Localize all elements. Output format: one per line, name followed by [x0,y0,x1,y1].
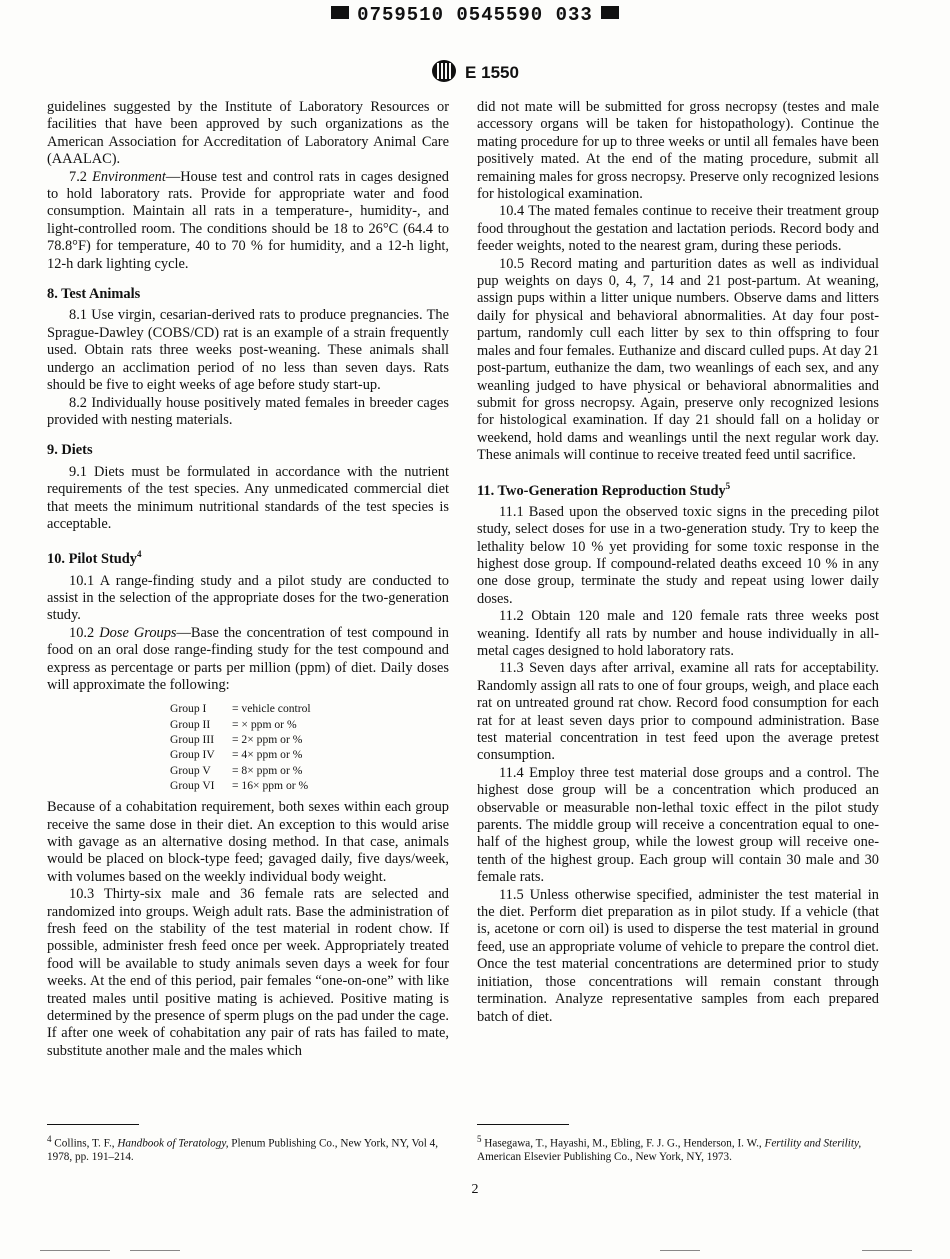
dose-group-value: = 2× ppm or % [232,732,303,746]
section-heading [47,442,449,459]
paragraph-text: Because of a cohabitation requirement, both sexes within each group receive the same dose in their diet. An exception to this would arise with gavage as an alternative dosing method. In that case, animals would be placed on block-type feed; gavaged daily, five days/week, with volumes based on the weekly individual body weight. [47,799,449,885]
dose-group-value: = 16× ppm or % [232,778,309,792]
footnote-rule-left [47,1124,139,1125]
dose-group-value: = 8× ppm or % [232,763,303,777]
paragraph [477,99,879,203]
paragraph [477,203,879,255]
paragraph-text: —House test and control rats in cages designed to hold laboratory rats. Provide for appropriate water and food consumption. Maintain all rats in a temperature-, humidity-, and light-controlled room. The conditions should be 18 to 26°C (64.4 to 78.8°F) for temperature, 40 to 70 % for humidity, and a 12-h light, 12-h dark lighting cycle. [47,168,449,272]
paragraph [47,464,449,534]
paragraph-text: 11.3 Seven days after arrival, examine all rats for acceptability. Randomly assign all rats to one of four groups, weigh, and place each rat on untreated ground rat chow. Record food consumption for each rat for at least seven days prior to compound administration. Base test material concentration in test feed upon the average pretest consumption. [477,660,879,764]
barcode-block-right [601,6,619,19]
paragraph [47,799,449,886]
dose-group-value: = vehicle control [232,702,311,716]
paragraph-text: —Base the concentration of test compound in food on an oral dose range-finding study for the test compound and express as percentage or parts per million (ppm) of diet. Daily doses will approximate the following: [47,624,449,693]
left-column [47,99,449,1060]
paragraph [47,307,449,394]
paragraph-text: did not mate will be submitted for gross necropsy (testes and male accessory organs will be taken for histopathology). Continue the mating procedure for up to three weeks or until all females have been positively mated. At the end of the mating procedure, submit all remaining males for gross necropsy. Preserve only recognized lesions for histological examination. [477,99,879,203]
paragraph [47,886,449,1060]
dose-group-value: = × ppm or % [232,717,297,731]
paragraph [47,573,449,625]
dose-group-row [170,701,449,716]
section-heading [477,478,879,500]
page-header [0,59,950,88]
dose-group-name: Group IV [170,748,215,762]
dose-group-name: Group II [170,717,211,731]
section-heading-text: 10. Pilot Study [47,551,137,568]
standard-designation: E 1550 [465,63,519,82]
paragraph-text: 11.2 Obtain 120 male and 120 female rats three weeks post weaning. Identify all rats by number and house individually in all-metal cages designed to hold laboratory rats. [477,608,879,659]
paragraph-number: 7.2 [69,168,87,185]
right-column [477,99,879,1026]
barcode-text: 0759510 0545590 033 [357,4,593,26]
footnote-text: Hasegawa, T., Hayashi, M., Ebling, F. J. G., Henderson, I. W., [484,1137,765,1150]
section-heading-text: 9. Diets [47,442,93,459]
dose-group-row [170,732,449,747]
section-heading [47,286,449,303]
section-heading-text: 11. Two-Generation Reproduction Study [477,482,726,499]
footnote-mark: 4 [47,1134,52,1144]
dose-group-list [170,701,449,793]
dose-group-row [170,747,449,762]
dose-group-name: Group I [170,702,207,716]
paragraph [47,625,449,695]
paragraph-text: 8.2 Individually house positively mated females in breeder cages provided with nesting materials. [47,394,449,428]
paragraph [47,395,449,430]
footnote-text: American Elsevier Publishing Co., New York, NY, 1973. [477,1150,732,1163]
dose-group-value: = 4× ppm or % [232,748,303,762]
footnote-text: Plenum Publishing Co., New York, NY, Vol 4, 1978, pp. 191–214. [47,1137,438,1163]
paragraph-text: 10.3 Thirty-six male and 36 female rats are selected and randomized into groups. Weigh adult rats. Base the administration of fresh feed on the stability of the test material in rodent chow. If possible, administer fresh feed once per week. Appropriately treated food will be available to study animals seven days a week for four weeks. At the end of this period, pair females “one-on-one” with like treated males until positive mating is achieved. Positive mating is determined by the presence of sperm plugs on the pad under the cage. If after one week of cohabitation any pair of rats has failed to mate, substitute another male and the males which [47,886,449,1059]
scan-artifact [660,1250,700,1251]
footnote-rule-right [477,1124,569,1125]
footnote-ref: 4 [136,549,142,560]
section-heading-text: 8. Test Animals [47,286,141,303]
paragraph [477,256,879,465]
paragraph [477,887,879,1026]
paragraph-text: 10.5 Record mating and parturition dates as well as individual pup weights on days 0, 4, 7, 14 and 21 post-partum. At weaning, assign pups within a litter unique numbers. Observe dams and litters daily for physical and behavioral abnormalities. At day four post-partum, randomly cull each litter by sex to thin offspring to four males and four females. Euthanize and discard culled pups. At day 21 post-partum, euthanize the dam, two weanlings of each sex, and any weanling judged to have physical or behavioral abnormalities and submit for gross necropsy. Again, preserve only recognized lesions for histological examination. If day 21 should fall on a holiday or weekend, hold dams and weanlings until the next regular work day. These animals will continue to receive treated feed until sacrifice. [477,255,879,464]
paragraph-text: 11.5 Unless otherwise specified, administer the test material in the diet. Perform diet preparation as in pilot study. If a vehicle (that is, acetone or corn oil) is used to disperse the test material in ground feed, use an appropriate volume of vehicle to prepare the control diet. Once the test material concentrations are determined prior to study initiation, those concentrations will remain constant through termination. Analyze representative samples from each prepared batch of diet. [477,886,879,1025]
footnote-title: Fertility and Sterility, [764,1137,862,1150]
paragraph-text: guidelines suggested by the Institute of Laboratory Resources or facilities that have been approved by such organizations as the American Association for Accreditation of Laboratory Animal Care (AAALAC). [47,99,449,168]
paragraph-text: 9.1 Diets must be formulated in accordance with the nutrient requirements of the test species. Any unmedicated commercial diet that meets the minimum nutritional standards of the test species is acceptable. [47,463,449,532]
dose-group-row [170,763,449,778]
barcode-block-left [331,6,349,19]
paragraph [477,504,879,608]
paragraph [47,169,449,273]
scan-artifact [862,1250,912,1251]
section-heading [47,546,449,568]
paragraph [477,765,879,887]
paragraph-text: 10.1 A range-finding study and a pilot study are conducted to assist in the selection of the appropriate doses for the two-generation study. [47,572,449,624]
paragraph-number: 10.2 [69,624,95,641]
dose-group-row [170,778,449,793]
dose-group-name: Group V [170,763,211,777]
paragraph-text: 10.4 The mated females continue to receive their treatment group food throughout the gestation and lactation periods. Record body and feeder weights, noted to the nearest gram, during these periods. [477,203,879,255]
footnote-ref: 5 [725,480,731,491]
scan-artifact [40,1250,110,1251]
footnote-text: Collins, T. F., [54,1137,118,1150]
paragraph-text: 11.1 Based upon the observed toxic signs in the preceding pilot study, select doses for use in a two-generation study. Try to keep the lethality below 10 % yet providing for some toxic response in the highest dose group. If compound-related deaths exceed 10 % in any one dose group, terminate the study and repeat using lower daily doses. [477,503,879,607]
dose-group-row [170,717,449,732]
astm-logo-icon [431,59,457,88]
paragraph-title: Dose Groups [99,624,177,641]
paragraph-title: Environment [92,168,166,185]
dose-group-name: Group VI [170,778,215,792]
footnote-4 [47,1133,452,1164]
paragraph-text: 11.4 Employ three test material dose groups and a control. The highest dose group will be a concentration which produced an observable or measurable non-lethal toxic effect in the pilot study parents. The middle group will receive a concentration equal to one-half of the highest group, while the lowest group will receive one-tenth of the highest group. Each group will contain 30 male and 30 female rats. [477,764,879,886]
paragraph [47,99,449,169]
footnote-title: Handbook of Teratology, [117,1137,229,1150]
paragraph-text: 8.1 Use virgin, cesarian-derived rats to produce pregnancies. The Sprague-Dawley (COBS/CD) rat is an example of a strain frequently used. Obtain rats three weeks post-weaning. These animals shall undergo an acclimation period of no less than seven days. Rats should be five to eight weeks of age before study start-up. [47,307,449,394]
scan-artifact [130,1250,180,1251]
barcode-line [0,4,950,26]
dose-group-name: Group III [170,732,215,746]
footnote-mark: 5 [477,1134,482,1144]
footnote-5 [477,1133,882,1164]
page-number: 2 [471,1182,479,1197]
paragraph [477,608,879,660]
paragraph [477,660,879,764]
